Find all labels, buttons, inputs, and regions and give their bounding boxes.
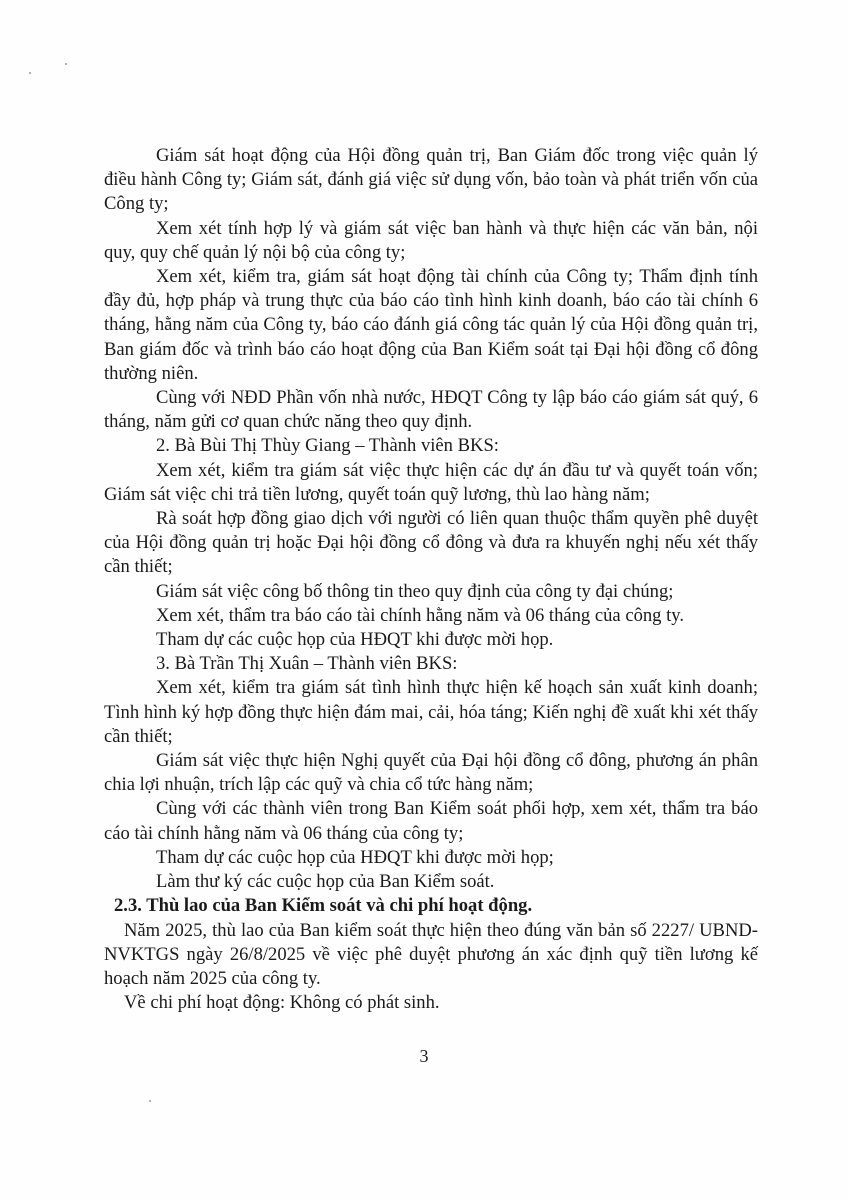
paragraph: Giám sát việc công bố thông tin theo quy định của công ty đại chúng; xyxy=(156,580,674,602)
paragraph: Giám sát việc thực hiện Nghị quyết của Đại hội đồng cổ đông, phương án phân chia lợi nhuận, trích lập các quỹ và chia cổ tức hàng năm; xyxy=(104,750,758,796)
paragraph: Xem xét, thẩm tra báo cáo tài chính hằng năm và 06 tháng của công ty. xyxy=(156,604,685,626)
paragraph: Cùng với các thành viên trong Ban Kiểm soát phối hợp, xem xét, thẩm tra báo cáo tài chính hằng năm và 06 tháng của công ty; xyxy=(104,798,758,844)
member-heading: 3. Bà Trần Thị Xuân – Thành viên BKS: xyxy=(156,653,458,675)
paragraph: Về chi phí hoạt động: Không có phát sinh. xyxy=(124,992,440,1014)
scan-speck xyxy=(65,63,67,65)
paragraph: Xem xét, kiểm tra giám sát tình hình thực hiện kế hoạch sản xuất kinh doanh; Tình hình ký hợp đồng thực hiện đám mai, cải, hóa táng; Kiến nghị đề xuất khi xét thấy cần thiết; xyxy=(104,677,758,747)
paragraph: Làm thư ký các cuộc họp của Ban Kiểm soát. xyxy=(156,871,495,893)
paragraph: Xem xét, kiểm tra giám sát việc thực hiện các dự án đầu tư và quyết toán vốn; Giám sát việc chi trả tiền lương, quyết toán quỹ lương, thù lao hàng năm; xyxy=(104,459,758,505)
paragraph: Tham dự các cuộc họp của HĐQT khi được mời họp; xyxy=(156,846,554,868)
paragraph: Rà soát hợp đồng giao dịch với người có liên quan thuộc thẩm quyền phê duyệt của Hội đồng quản trị hoặc Đại hội đồng cổ đông và đưa ra khuyến nghị nếu xét thấy cần thiết; xyxy=(104,508,758,578)
paragraph: Giám sát hoạt động của Hội đồng quản trị, Ban Giám đốc trong việc quản lý điều hành Công ty; Giám sát, đánh giá việc sử dụng vốn, bảo toàn và phát triển vốn của Công ty; xyxy=(104,145,758,215)
scan-speck xyxy=(29,72,31,74)
paragraph: Cùng với NĐD Phần vốn nhà nước, HĐQT Công ty lập báo cáo giám sát quý, 6 tháng, năm gửi cơ quan chức năng theo quy định. xyxy=(104,387,758,433)
paragraph: Tham dự các cuộc họp của HĐQT khi được mời họp. xyxy=(156,629,554,651)
paragraph: Xem xét tính hợp lý và giám sát việc ban hành và thực hiện các văn bản, nội quy, quy chế quản lý nội bộ của công ty; xyxy=(104,217,758,263)
paragraph: Năm 2025, thù lao của Ban kiểm soát thực hiện theo đúng văn bản số 2227/ UBND-NVKTGS ngày 26/8/2025 về việc phê duyệt phương án xác định quỹ tiền lương kế hoạch năm 2025 của công ty. xyxy=(104,919,758,989)
document-body xyxy=(104,144,758,1015)
scan-speck xyxy=(149,1100,151,1102)
paragraph: Xem xét, kiểm tra, giám sát hoạt động tài chính của Công ty; Thẩm định tính đầy đủ, hợp pháp và trung thực của báo cáo tình hình kinh doanh, báo cáo tài chính 6 tháng, hằng năm của Công ty, báo cáo đánh giá công tác quản lý của Hội đồng quản trị, Ban giám đốc và trình báo cáo hoạt động của Ban Kiểm soát tại Đại hội đồng cổ đông thường niên. xyxy=(104,266,758,384)
page-number: 3 xyxy=(419,1046,429,1066)
section-heading: 2.3. Thù lao của Ban Kiểm soát và chi phí hoạt động. xyxy=(114,895,533,917)
member-heading: 2. Bà Bùi Thị Thùy Giang – Thành viên BKS: xyxy=(156,435,499,457)
